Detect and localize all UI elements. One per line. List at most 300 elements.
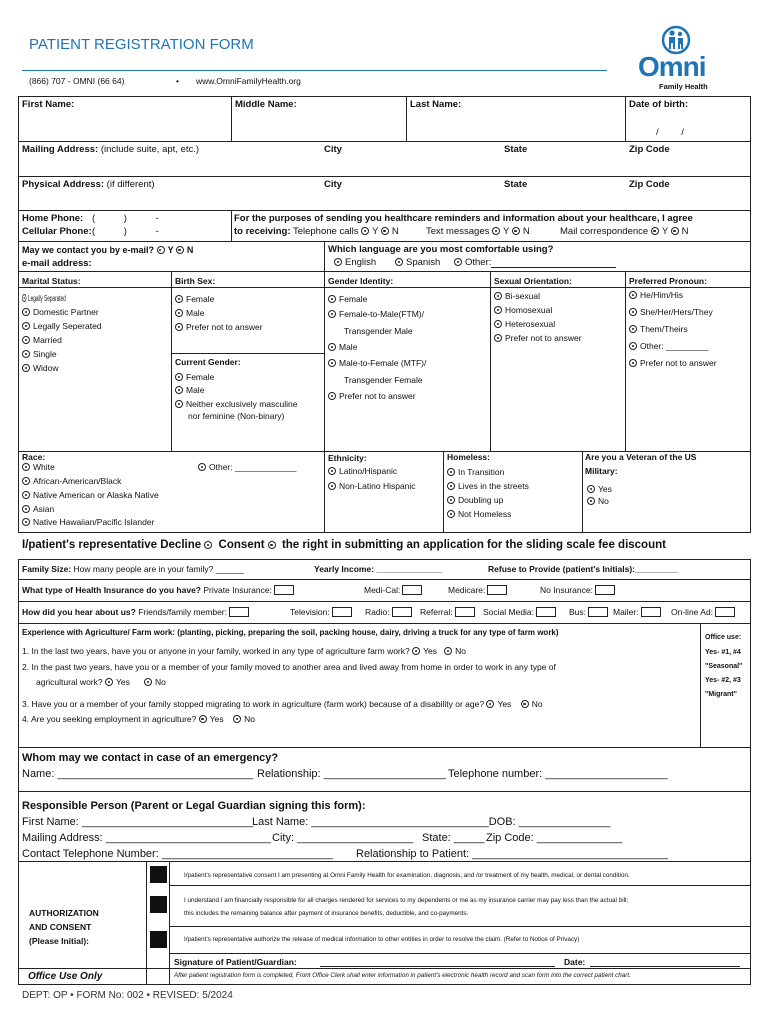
title-underline [22, 70, 607, 71]
race-white [22, 461, 55, 473]
pronoun-option-label: Them/Theirs [640, 324, 688, 334]
marital-option-5 [22, 348, 57, 360]
marital-radio[interactable] [22, 308, 30, 316]
current-gender-nonbinary [175, 398, 298, 410]
orientation-option-label: Homosexual [505, 305, 553, 315]
marital-radio[interactable] [22, 350, 30, 358]
television-label: Television: [290, 607, 330, 617]
office-use-label: Office use: [705, 634, 742, 641]
text-messages-label: Text messages [426, 226, 490, 237]
gi-mtf [328, 357, 426, 369]
television [290, 606, 352, 618]
online-ad-label: On-line Ad: [671, 607, 714, 617]
orientation-radio[interactable] [494, 292, 502, 300]
gender-identity-radio[interactable] [328, 310, 336, 318]
agri-q4 [22, 713, 255, 725]
first-name-label: First Name: [22, 99, 75, 110]
q4-no-radio[interactable] [233, 715, 241, 723]
email-yes-radio[interactable] [157, 246, 165, 254]
office-use-line: Yes- #2, #3 [705, 677, 741, 684]
office-use-line: "Migrant" [705, 691, 737, 698]
medi-cal-label: Medi-Cal: [364, 585, 401, 595]
birth-sex-male [175, 307, 204, 319]
responsible-city[interactable]: City: ___________________ [272, 832, 414, 844]
veteran-radio[interactable] [587, 497, 595, 505]
marital-option-label: Legally Separated [28, 293, 66, 303]
gender-identity-option-label: Male [339, 342, 358, 352]
mailer-label: Mailer: [613, 607, 639, 617]
pronoun-radio[interactable] [629, 342, 637, 350]
social-media-label: Social Media: [483, 607, 535, 617]
race-option-label: Asian [33, 504, 55, 514]
marital-status-label: Marital Status: [22, 276, 81, 286]
veteran-option-label: No [598, 496, 609, 506]
other-language-radio[interactable] [454, 258, 462, 266]
marital-option-label: Domestic Partner [33, 307, 99, 317]
medicare-label: Medicare: [448, 585, 486, 595]
pronoun-radio[interactable] [629, 291, 637, 299]
reminder-text-2: to receiving: [234, 226, 291, 237]
initial-box-3[interactable] [150, 931, 167, 948]
birth-sex-prefer-not [175, 321, 263, 333]
online-ad [671, 606, 735, 618]
omni-logo [632, 24, 727, 94]
yes-label: Yes [209, 714, 224, 724]
dob-slashes: / / [656, 127, 684, 138]
race-option-label: Native Hawaiian/Pacific Islander [33, 517, 155, 527]
orient-heterosexual [494, 318, 555, 330]
hear-about-row [22, 606, 249, 618]
initial-box-1[interactable] [150, 866, 167, 883]
homeless-doubling [447, 494, 503, 506]
referral-box[interactable] [455, 607, 475, 617]
signature-label: Signature of Patient/Guardian: [174, 957, 297, 967]
pronoun-she [629, 306, 713, 318]
state-label: State [504, 144, 528, 155]
gender-identity-radio[interactable] [328, 392, 336, 400]
gender-identity-radio[interactable] [328, 359, 336, 367]
email-no-radio[interactable] [176, 246, 184, 254]
marital-option-4 [22, 334, 62, 346]
no-insurance-box[interactable] [595, 585, 615, 595]
physical-address-label: Physical Address: [22, 179, 105, 190]
gi-female [328, 293, 367, 305]
emergency-question: Whom may we contact in case of an emergency? [22, 752, 279, 764]
yes-label: Yes [116, 677, 130, 687]
email-address-label: e-mail address: [22, 258, 92, 269]
current-gender-female [175, 371, 214, 383]
sliding-consent: Consent [218, 539, 265, 551]
agri-title: Experience with Agriculture/ Farm work: (planting, picking, preparing the soil, packing house, dairy, driving a truck for any type of farm work) [22, 628, 559, 637]
race-other-radio[interactable] [198, 463, 206, 471]
gender-identity-option-label: Female [339, 294, 368, 304]
race-black [22, 475, 121, 487]
responsible-relationship[interactable]: Relationship to Patient: ________________________________ [356, 848, 668, 860]
mail-yes-radio[interactable] [651, 227, 659, 235]
veteran-label-2: Military: [585, 466, 618, 476]
gender-identity-radio[interactable] [328, 343, 336, 351]
social-media-box[interactable] [536, 607, 556, 617]
marital-radio[interactable] [22, 322, 30, 330]
social-media [483, 606, 556, 618]
yearly-income: Yearly Income: ______________ [314, 564, 443, 574]
orientation-radio[interactable] [494, 334, 502, 342]
birth-sex-radio[interactable] [175, 295, 183, 303]
orient-prefer-not [494, 332, 582, 344]
race-radio[interactable] [22, 491, 30, 499]
birth-sex-female [175, 293, 214, 305]
bus [569, 606, 608, 618]
agri-q2 [22, 661, 556, 673]
marital-option-1 [22, 292, 66, 304]
homeless-option-label: Doubling up [458, 495, 504, 505]
current-gender-option-label: Neither exclusively masculine [186, 399, 298, 409]
bus-label: Bus: [569, 607, 587, 617]
consent-statement-2-cont: this includes the remaining balance after payment of insurance benefits, deductible, and co-payments. [184, 910, 469, 917]
city-label-2: City [324, 179, 342, 190]
home-phone-field[interactable]: ( ) - [92, 213, 159, 224]
ethnicity-non-latino [328, 480, 416, 492]
website[interactable]: www.OmniFamilyHealth.org [196, 76, 301, 86]
birth-sex-option-label: Male [186, 308, 205, 318]
q4-yes-radio[interactable] [199, 715, 207, 723]
q-number: 2. [22, 662, 30, 672]
n-label: N [681, 226, 689, 237]
veteran-label-1: Are you a Veteran of the US [585, 452, 697, 462]
sliding-scale-statement [22, 538, 666, 552]
language-spanish [395, 257, 440, 269]
agri-q4-text: Are you seeking employment in agriculture? [31, 714, 197, 724]
marital-radio[interactable] [22, 336, 30, 344]
gender-identity-label: Gender Identity: [328, 276, 394, 286]
form-title: PATIENT REGISTRATION FORM [29, 36, 254, 53]
mail-correspondence-label: Mail correspondence [560, 226, 649, 237]
race-option-label: White [33, 462, 55, 472]
responsible-phone[interactable]: Contact Telephone Number: ____________________________ [22, 848, 334, 860]
footer-form-info: DEPT: OP • FORM No: 002 • REVISED: 5/2024 [22, 990, 233, 1001]
physical-address-row [22, 179, 155, 191]
race-asian [22, 503, 54, 515]
race-option-label: Native American or Alaska Native [33, 490, 159, 500]
no-insurance [540, 584, 615, 596]
family-size-label: Family Size: [22, 564, 72, 574]
text-msg-options [426, 226, 530, 238]
no-insurance-label: No Insurance: [540, 585, 593, 595]
refuse-to-provide: Refuse to Provide (patient's Initials):_________ [488, 564, 678, 574]
mailing-address-row [22, 144, 199, 156]
last-name-label: Last Name: [410, 99, 462, 110]
marital-option-label: Widow [33, 363, 59, 373]
language-english [334, 257, 376, 269]
auth-label-1: AUTHORIZATION [29, 908, 99, 918]
spanish-radio[interactable] [395, 258, 403, 266]
language-other [454, 257, 491, 269]
ethnicity-option-label: Latino/Hispanic [339, 466, 398, 476]
q1-yes-radio[interactable] [412, 647, 420, 655]
consent-statement-1: I/patient's representative consent I am presenting at Omni Family Health for examination, diagnosis, and /or treatment of my health, medical, or dental condition. [184, 872, 630, 879]
homeless-transition [447, 466, 504, 478]
family-size-question: How many people are in your family? ______ [73, 564, 245, 574]
current-gender-radio[interactable] [175, 386, 183, 394]
email-question-text: May we contact you by e-mail? [22, 245, 155, 255]
middle-name-label: Middle Name: [235, 99, 297, 110]
dob-label: Date of birth: [629, 99, 689, 110]
television-box[interactable] [332, 607, 352, 617]
orientation-radio[interactable] [494, 306, 502, 314]
text-no-radio[interactable] [512, 227, 520, 235]
orient-homosexual [494, 304, 552, 316]
no-label: No [244, 714, 255, 724]
insurance-row [22, 584, 294, 596]
race-other-label: Other: _____________ [209, 462, 297, 472]
sliding-suffix: the right in submitting an application for the sliding scale fee discount [281, 539, 666, 551]
gi-male [328, 341, 357, 353]
yes-label: Yes [497, 699, 512, 709]
responsible-last-name-dob[interactable]: Last Name: _____________________________DOB: _______________ [252, 816, 611, 828]
current-gender-nonbinary-cont: nor feminine (Non-binary) [188, 411, 285, 421]
insurance-question: What type of Health Insurance do you have? [22, 585, 201, 595]
medi-cal [364, 584, 422, 596]
telephone-calls-label: Telephone calls [292, 226, 359, 237]
veteran-no [587, 495, 609, 507]
radio [365, 606, 412, 618]
orient-bisexual [494, 290, 540, 302]
cell-phone-field[interactable]: ( ) - [92, 226, 159, 237]
pronoun-radio[interactable] [629, 359, 637, 367]
q-number: 1. [22, 646, 30, 656]
cell-phone-label: Cellular Phone: [22, 226, 92, 237]
logo-subtitle: Family Health [659, 82, 708, 91]
agri-q2-cont [36, 676, 166, 688]
private-insurance-box[interactable] [274, 585, 294, 595]
bullet-dot: • [176, 76, 179, 86]
consent-statement-3: I/patient's representative authorize the release of medical information to other entities in order to resolve the claim. (Refer to Notice of Privacy) [184, 936, 580, 943]
homeless-streets [447, 480, 529, 492]
homeless-option-label: Lives in the streets [458, 481, 529, 491]
initial-box-2[interactable] [150, 896, 167, 913]
responsible-title: Responsible Person (Parent or Legal Guardian signing this form): [22, 800, 366, 812]
birth-sex-radio[interactable] [175, 323, 183, 331]
gender-identity-radio[interactable] [328, 295, 336, 303]
marital-option-2 [22, 306, 99, 318]
english-radio[interactable] [334, 258, 342, 266]
mailing-note: (include suite, apt, etc.) [100, 144, 200, 155]
auth-label-2: AND CONSENT [29, 922, 92, 932]
pronoun-he [629, 289, 683, 301]
birth-sex-label: Birth Sex: [175, 276, 216, 286]
n-label: N [391, 226, 399, 237]
friends-box[interactable] [229, 607, 249, 617]
homeless-radio[interactable] [447, 510, 455, 518]
pronoun-option-label: Prefer not to answer [640, 358, 717, 368]
no-label: No [531, 699, 543, 709]
race-radio[interactable] [22, 477, 30, 485]
homeless-not [447, 508, 511, 520]
agri-q3 [22, 698, 543, 710]
homeless-option-label: Not Homeless [458, 509, 512, 519]
orientation-option-label: Bi-sexual [505, 291, 540, 301]
office-use-note: After patient registration form is completed, Front Office Clerk shall enter information in patient's electronic health record and scan form into the correct patient chart. [174, 972, 631, 979]
birth-sex-option-label: Prefer not to answer [186, 322, 263, 332]
responsible-mailing[interactable]: Mailing Address: ___________________________ [22, 832, 271, 844]
n-label: N [186, 245, 194, 255]
mailing-address-label: Mailing Address: [22, 144, 99, 155]
ethnicity-radio[interactable] [328, 482, 336, 490]
pronoun-other [629, 340, 709, 352]
q3-no-radio[interactable] [521, 700, 529, 708]
home-phone-label: Home Phone: [22, 213, 84, 224]
homeless-radio[interactable] [447, 496, 455, 504]
current-gender-male [175, 384, 204, 396]
hear-question: How did you hear about us? [22, 607, 136, 617]
tel-yes-radio[interactable] [361, 227, 369, 235]
sliding-prefix: I/patient's representative Decline [22, 539, 202, 551]
q2-no-radio[interactable] [144, 678, 152, 686]
referral-label: Referral: [420, 607, 453, 617]
text-yes-radio[interactable] [492, 227, 500, 235]
marital-radio[interactable] [22, 364, 30, 372]
medicare [448, 584, 507, 596]
ethnicity-option-label: Non-Latino Hispanic [339, 481, 416, 491]
pronoun-option-label: Other: _________ [640, 341, 709, 351]
y-label: Y [503, 226, 510, 237]
emergency-relationship[interactable]: Relationship: ____________________ [257, 768, 447, 780]
logo-wordmark: Omni [638, 51, 706, 82]
current-gender-label: Current Gender: [175, 357, 241, 367]
race-other [198, 461, 296, 473]
pronoun-option-label: He/Him/His [640, 290, 683, 300]
marital-option-label: Married [33, 335, 62, 345]
y-label: Y [372, 226, 379, 237]
pronoun-them [629, 323, 688, 335]
current-gender-option-label: Male [186, 385, 205, 395]
gender-identity-option-label: Male-to-Female (MTF)/ [339, 358, 427, 368]
radio-label: Radio: [365, 607, 390, 617]
mailer [613, 606, 661, 618]
spanish-label: Spanish [406, 257, 441, 268]
current-gender-radio[interactable] [175, 400, 183, 408]
no-label: No [455, 646, 466, 656]
q-number: 4. [22, 714, 30, 724]
pronoun-radio[interactable] [629, 308, 637, 316]
other-language-label: Other: [465, 257, 492, 268]
city-label: City [324, 144, 342, 155]
mail-no-radio[interactable] [671, 227, 679, 235]
homeless-option-label: In Transition [458, 467, 505, 477]
zip-label-2: Zip Code [629, 179, 670, 190]
private-insurance-label: Private Insurance: [203, 585, 272, 595]
birth-sex-option-label: Female [186, 294, 215, 304]
reminder-text-1: For the purposes of sending you healthcare reminders and information about your healthcare, I agree [234, 213, 693, 224]
physical-note: (if different) [106, 179, 155, 190]
race-native-american [22, 489, 159, 501]
y-label: Y [661, 226, 668, 237]
race-option-label: African-American/Black [33, 476, 122, 486]
responsible-zip[interactable]: Zip Code: ______________ [486, 832, 623, 844]
mailer-box[interactable] [641, 607, 661, 617]
race-radio[interactable] [22, 463, 30, 471]
veteran-radio[interactable] [587, 485, 595, 493]
emergency-phone[interactable]: Telephone number: ____________________ [448, 768, 668, 780]
tel-no-radio[interactable] [381, 227, 389, 235]
agri-q3-text: Have you or a member of your family stopped migrating to work in agriculture (farm work) because of a disability or age? [31, 699, 485, 709]
state-label-2: State [504, 179, 528, 190]
emergency-name[interactable]: Name: ________________________________ [22, 768, 254, 780]
gender-identity-option-label: Prefer not to answer [339, 391, 416, 401]
responsible-state[interactable]: State: _____ [422, 832, 485, 844]
email-question [22, 244, 193, 256]
birth-sex-radio[interactable] [175, 309, 183, 317]
gi-trans-female: Transgender Female [344, 375, 423, 385]
gender-identity-option-label: Female-to-Male(FTM)/ [339, 309, 425, 319]
orientation-option-label: Heterosexual [505, 319, 556, 329]
zip-label: Zip Code [629, 144, 670, 155]
q2-yes-radio[interactable] [105, 678, 113, 686]
homeless-radio[interactable] [447, 468, 455, 476]
veteran-option-label: Yes [598, 484, 612, 494]
current-gender-radio[interactable] [175, 373, 183, 381]
phone-number: (866) 707 - OMNI (66 64) [29, 76, 125, 86]
homeless-radio[interactable] [447, 482, 455, 490]
marital-radio[interactable] [22, 294, 26, 302]
pronoun-option-label: She/Her/Hers/They [640, 307, 713, 317]
current-gender-option-label: Female [186, 372, 215, 382]
agri-q1 [22, 645, 466, 657]
preferred-pronoun-label: Preferred Pronoun: [629, 276, 707, 286]
responsible-first-name[interactable]: First Name: ____________________________ [22, 816, 254, 828]
pronoun-radio[interactable] [629, 325, 637, 333]
marital-option-3 [22, 320, 102, 332]
auth-label-3: (Please Initial): [29, 936, 89, 946]
q1-no-radio[interactable] [444, 647, 452, 655]
bus-box[interactable] [588, 607, 608, 617]
no-label: No [155, 677, 166, 687]
online-ad-box[interactable] [715, 607, 735, 617]
marital-option-label: Single [33, 349, 57, 359]
medicare-box[interactable] [487, 585, 507, 595]
q-number: 3. [22, 699, 30, 709]
radio-box[interactable] [392, 607, 412, 617]
decline-radio[interactable] [204, 541, 212, 549]
agri-q1-text: In the last two years, have you or anyone in your family, worked in any type of agriculture farm work? [31, 646, 410, 656]
agri-q2-text-cont: agricultural work? [36, 677, 103, 687]
marital-option-label: Legally Seperated [33, 321, 102, 331]
friends-label: Friends/family member: [138, 607, 227, 617]
referral [420, 606, 475, 618]
agri-q2-text: In the past two years, have you or a member of your family moved to another area and lived away from home in order to work in any type of [31, 662, 556, 672]
medi-cal-box[interactable] [402, 585, 422, 595]
race-pacific [22, 516, 154, 528]
race-radio[interactable] [22, 505, 30, 513]
orientation-radio[interactable] [494, 320, 502, 328]
pronoun-prefer-not [629, 357, 717, 369]
orientation-option-label: Prefer not to answer [505, 333, 582, 343]
homeless-label: Homeless: [447, 452, 490, 462]
date-label: Date: [564, 957, 586, 967]
q3-yes-radio[interactable] [486, 700, 494, 708]
office-use-line: Yes- #1, #4 [705, 649, 741, 656]
race-radio[interactable] [22, 518, 30, 526]
veteran-yes [587, 483, 612, 495]
office-use-only-label: Office Use Only [28, 971, 103, 982]
gi-prefer-not [328, 390, 416, 402]
english-label: English [345, 257, 377, 268]
consent-radio[interactable] [268, 541, 276, 549]
ethnicity-radio[interactable] [328, 467, 336, 475]
consent-statement-2: I understand I am financially responsible for all charges rendered for services to my dependents or me as my insurance carrier may pay less than the actual bill; [184, 897, 629, 904]
sexual-orientation-label: Sexual Orientation: [494, 276, 572, 286]
language-question: Which language are you most comfortable using? [328, 244, 554, 255]
